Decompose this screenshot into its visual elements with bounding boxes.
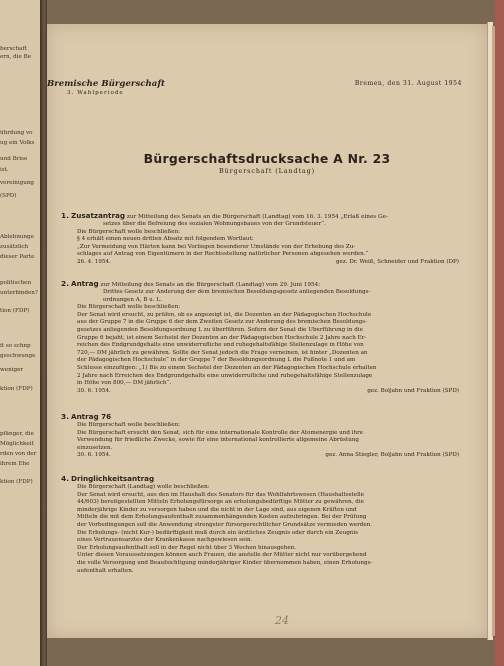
item-text-line: minderjährige Kinder zu versorgen haben und die nicht in der Lage sind, aus eigenen Kräften und [77,506,357,513]
previous-page-text: ug ein Volks [0,140,35,146]
item-text-line: § 4 erhält einen neuen dritten Absatz mit folgendem Wortlaut: [77,236,254,243]
document-subtitle: Bürgerschaft (Landtag) [218,167,316,175]
item-text-line: Die Bürgerschaft wolle beschließen: [77,422,181,428]
item-text-line: 720,— DM jährlich zu gewähren. Sollte der Senat jedoch die Frage verneinen, ist hinter „Dozenten an [77,349,368,356]
item-text-line: Verwendung für friedliche Zwecke, sowie für eine international kontrollierte allgemeine Abrüstung [77,437,360,444]
item-heading [59,212,459,221]
previous-page-text: berschaft [0,46,27,52]
previous-page-text: vereinigung [0,180,35,186]
item-date: 30. 6. 1954. [77,387,111,394]
item-text-line: gesetzes anliegenden Besoldungsordnung L zu überführen. Sofern der Senat die Überführung in die [77,326,363,333]
previous-page-text: ist. [0,167,9,173]
item-number: 2. [61,280,69,288]
item-heading [59,413,459,422]
item-text-line: schlages auf Antrag von Eigentümern in der Rechtsstellung natürlicher Personen abgesehen werden.“ [77,251,369,258]
item-number: 4. [61,475,69,483]
previous-page-text: pfänger, die [0,431,34,437]
pencil-page-mark: 24 [275,614,289,627]
item-heading-continuation: setzes über die Befreiung des sozialen Wohnungsbaues von der Grundsteuer“. [103,221,326,227]
item-text-line: Schlusse einzufügen: „1) Bis zu einem Sechstel der Dozenten an der Pädagogischen Hochschule erhalten [77,364,377,371]
document-page [47,24,487,638]
item-number: 3. [61,413,69,421]
agenda-item [59,280,459,395]
binding-strip [495,0,504,666]
item-number: 1. [61,212,69,220]
agenda-item [59,212,459,267]
previous-page-text: (SPD) [0,193,17,199]
previous-page-text: dieser Parte [0,254,35,260]
item-text-line: in Höhe von 800,— DM jährlich“. [77,380,172,387]
item-text-line: reichen des Endgrundgehalts eine unwiderrufliche und ruhegehaltsfähige Stellenzulage in Höhe von [77,342,364,349]
item-text-line: der Pädagogischen Hochschule“ in der Gruppe 7 der Besoldungsordnung L die Fußnote 1 und am [77,357,356,364]
item-text-line: Die Erholungs- (nicht Kur-) bedürftigkeit muß durch ein ärztliches Zeugnis oder durch ein Zeugnis [77,529,359,536]
previous-page-text: politischen [0,280,32,286]
item-heading-text: zur Mitteilung des Senats an die Bürgerschaft (Landtag) vom 29. Juni 1954: [100,282,321,288]
item-signature: gez. Dr. Weiß, Schneider und Fraktion (DP) [335,258,459,265]
previous-page-text: ihrem Ehe [0,461,30,467]
item-text-line: Der Erholungsaufenthalt soll in der Regel nicht über 3 Wochen hinausgehen. [77,544,297,551]
item-text-line: Die Bürgerschaft (Landtag) wolle beschließen: [77,484,210,490]
item-text-line: „Zur Vermeidung von Härten kann bei Vorliegen besonderer Umstände von der Erhebung des Zu- [77,243,356,250]
item-text-line: Der Senat wird ersucht, aus den im Haushalt des Senators für das Wohlfahrtswesen (Haushaltsstelle [77,491,364,498]
previous-page-text: Möglichkeit [0,441,34,447]
item-heading [59,280,459,289]
item-keyword: Zusatzantrag [71,212,126,220]
document-title: Bürgerschaftsdrucksache A Nr. 23 [143,151,391,166]
previous-page-text: tion (FDP) [0,308,30,314]
item-signature-row [77,259,459,267]
previous-page-text: geschwunge [0,353,36,359]
previous-page-text: ern, die Be [0,54,32,60]
previous-page-text: weniger [0,367,24,373]
previous-page-text: Ablehnunge [0,234,35,240]
item-date: 30. 6. 1954. [77,452,111,459]
scan-background-bottom [47,638,495,666]
item-text-line: Mitteln die mit dem Erholungsaufenthalt zusammenhängenden Kosten aufzubringen. Bei der Prüfung [77,514,367,521]
item-signature-row [77,388,459,396]
item-text-line: der Vorbedingungen soll die Anwendung strengster fürsorgerechtlicher Grundsätze vermieden werden. [77,521,373,528]
item-signature: gez. Anna Stiegler, Boljahn und Fraktion (SPD) [325,452,459,459]
previous-page-text: ktion (FDP) [0,386,33,392]
item-date: 26. 4. 1954. [77,258,111,265]
previous-page-text: und Brise [0,156,28,162]
item-text-line: aufenthalt erhalten. [77,567,134,574]
previous-page-text: ktion (FDP) [0,479,33,485]
previous-page-text: rden von der [0,451,37,457]
item-text-line: Unter diesen Voraussetzungen können auch Frauen, die anstelle der Mütter nicht nur vorübergehend [77,552,367,559]
item-text-line: Die Bürgerschaft ersucht den Senat, sich für eine internationale Kontrolle der Atomenergie und ihre [77,429,364,436]
item-text-line: eines Vertrauensarztes der Krankenkasse nachgewiesen sein. [77,537,253,544]
item-signature: gez. Boljahn und Fraktion (SPD) [367,387,459,394]
item-text-line: aus der Gruppe 7 in die Gruppe 6 der dem Zweiten Gesetz zur Änderung des bremischen Besoldungs- [77,319,368,326]
item-heading-continuation: ordnungen A, B u. L. [103,296,162,303]
header-period: 3. Wahlperiode [67,90,124,96]
previous-page-text: unterbinden? [0,290,38,296]
agenda-item [59,475,459,575]
item-text-line: 2 Jahre nach Erreichen des Endgrundgehalts eine unwiderrufliche und ruhegehaltsfähige Stellenzulage [77,372,373,379]
item-keyword: Antrag [71,280,99,288]
item-keyword: Dringlichkeitsantrag [71,475,155,483]
item-text-line: Gruppe 6 bejaht, ist einem Sechstel der Dozenten an der Pädagogischen Hochschule 2 Jahre nach Er- [77,334,367,341]
item-text-line: 44/603) bereitgestellten Mitteln Erholungsfürsorge an erholungsbedürftige Mütter zu gewähren, die [77,499,364,506]
item-signature-row [77,452,459,460]
header-place-date: Bremen, den 31. August 1954 [354,80,462,87]
previous-page-text: ührdung vo [0,130,33,136]
item-text-line: die volle Versorgung und Beaufsichtigung minderjähriger Kinder übernommen haben, einen Erholungs- [77,559,373,566]
item-text-line: Die Bürgerschaft wolle beschließen: [77,304,181,311]
item-keyword: Antrag 76 [71,413,112,421]
item-text-line: Der Senat wird ersucht, zu prüfen, ob es angezeigt ist, die Dozenten an der Pädagogischen Hochschule [77,311,372,318]
item-text-line: einzusetzen. [77,444,113,451]
item-heading-text: zur Mitteilung des Senats an die Bürgerschaft (Landtag) vom 16. 3. 1954 „Erlaß eines Ge- [126,214,388,220]
scan-background-top [47,0,495,24]
previous-page-edge [0,0,40,666]
item-text-line: Die Bürgerschaft wolle beschließen: [77,228,181,235]
item-heading-continuation: Drittes Gesetz zur Änderung der dem bremischen Besoldungsgesetz anliegenden Besoldungs- [103,289,371,295]
previous-page-text: zusätzlich [0,244,29,250]
previous-page-text: it so schnp [0,343,31,349]
book-gutter [40,0,47,666]
item-heading [59,475,459,484]
agenda-item [59,413,459,460]
header-organization: Bremische Bürgerschaft [47,79,165,89]
